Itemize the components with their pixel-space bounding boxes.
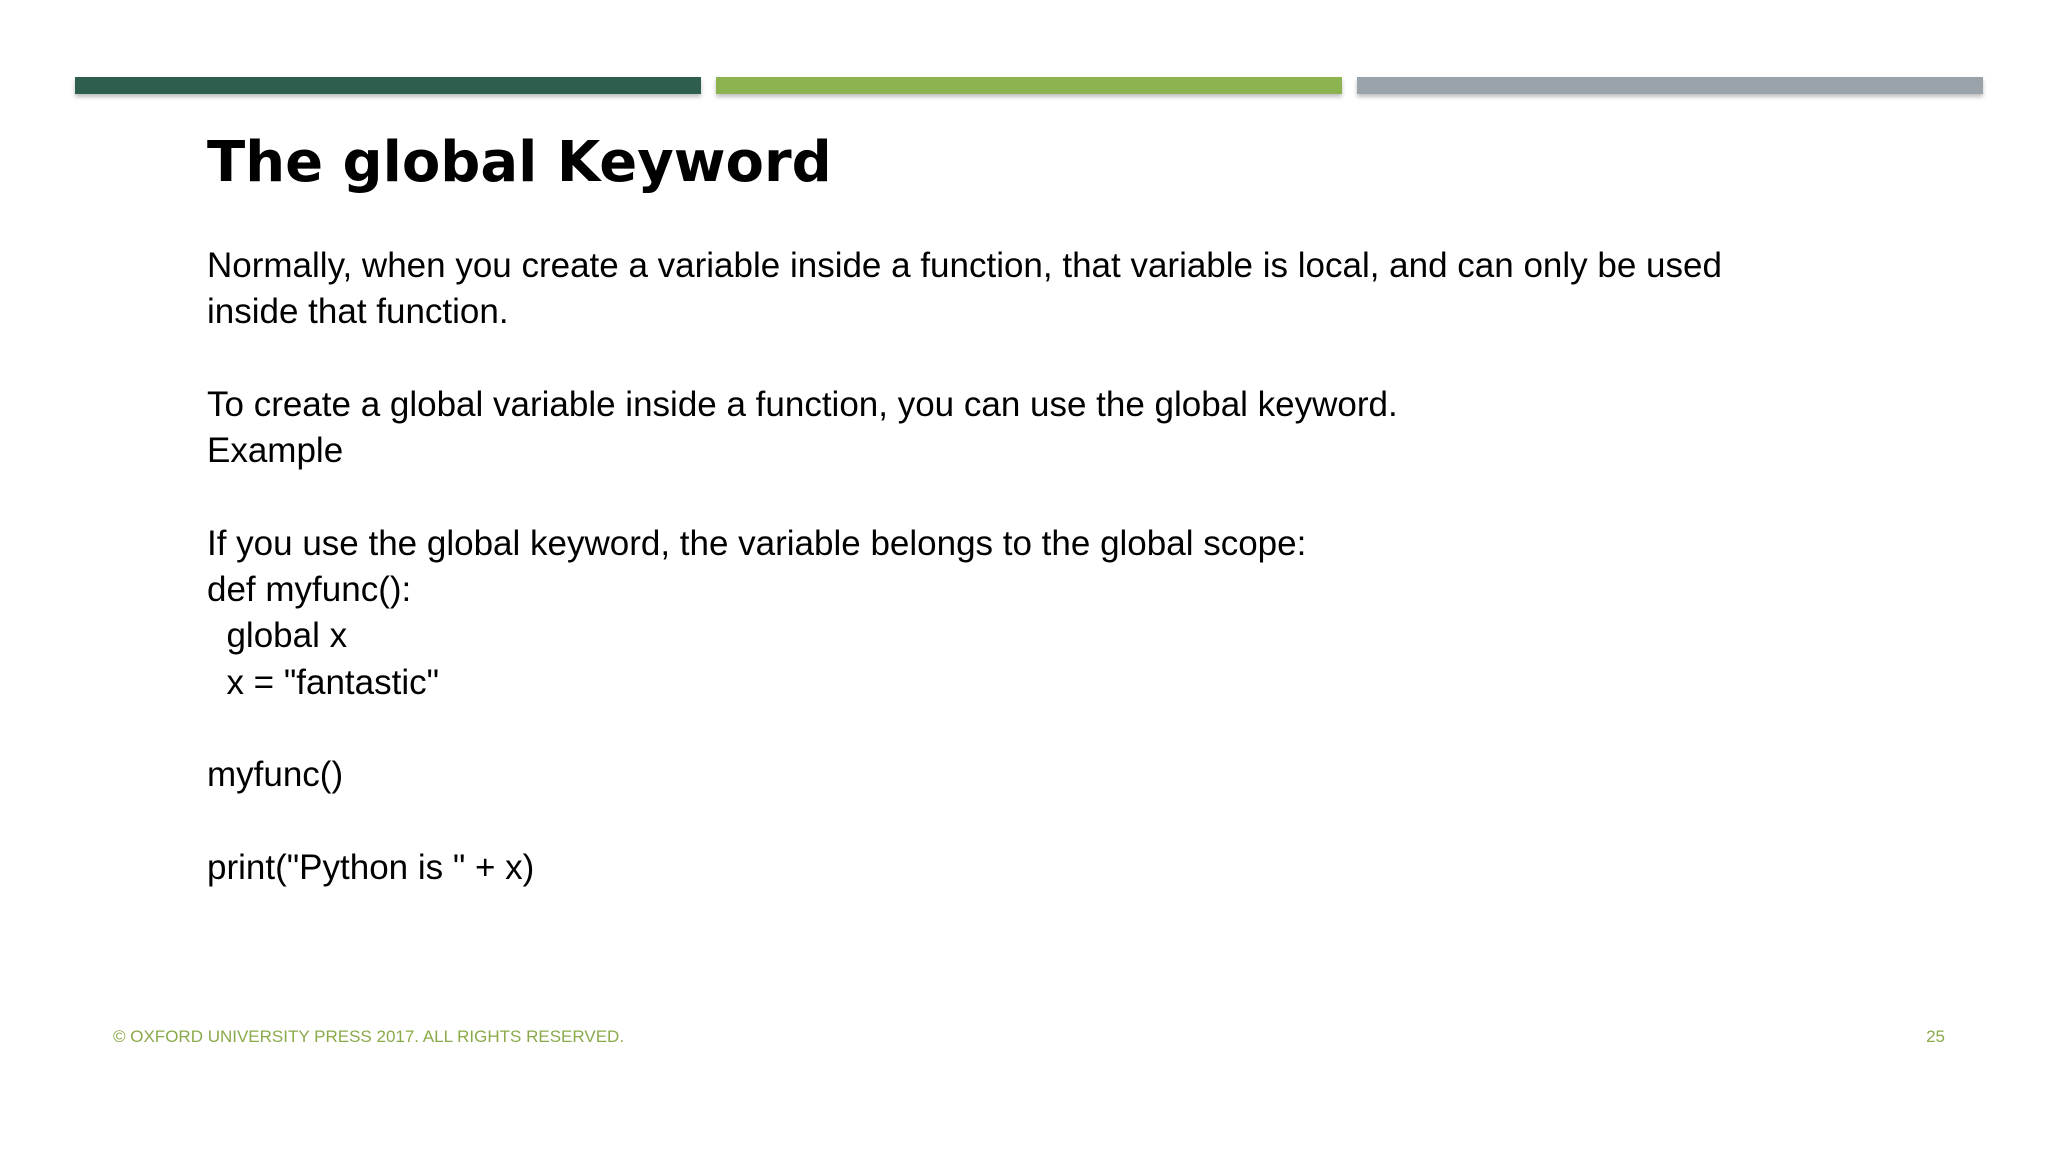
slide-body (207, 243, 1767, 891)
code-line: myfunc() (207, 755, 344, 795)
body-line: To create a global variable inside a function, you can use the global keyword. (207, 384, 1398, 424)
accent-bar-gray (1357, 77, 1983, 94)
top-accent-bars (75, 77, 1983, 94)
code-line-blank (207, 706, 1767, 752)
accent-bar-light-green (716, 77, 1342, 94)
body-line-blank (207, 336, 1767, 382)
body-line: Normally, when you create a variable inside a function, that variable is local, and can only be used (207, 246, 1722, 285)
slide-title: The global Keyword (207, 130, 832, 195)
code-line: def myfunc(): (207, 570, 412, 610)
body-line-blank (207, 474, 1767, 520)
code-line: print("Python is " + x) (207, 847, 535, 887)
body-line: If you use the global keyword, the variable belongs to the global scope: (207, 523, 1307, 563)
footer-copyright: © OXFORD UNIVERSITY PRESS 2017. ALL RIGHTS RESERVED. (113, 1027, 625, 1046)
code-line: x = "fantastic" (207, 662, 440, 702)
code-line: global x (207, 616, 348, 656)
page-number: 25 (1926, 1027, 1945, 1046)
body-line: Example (207, 431, 344, 471)
accent-bar-dark-green (75, 77, 701, 94)
code-line-blank (207, 799, 1767, 845)
body-line: inside that function. (207, 292, 509, 332)
